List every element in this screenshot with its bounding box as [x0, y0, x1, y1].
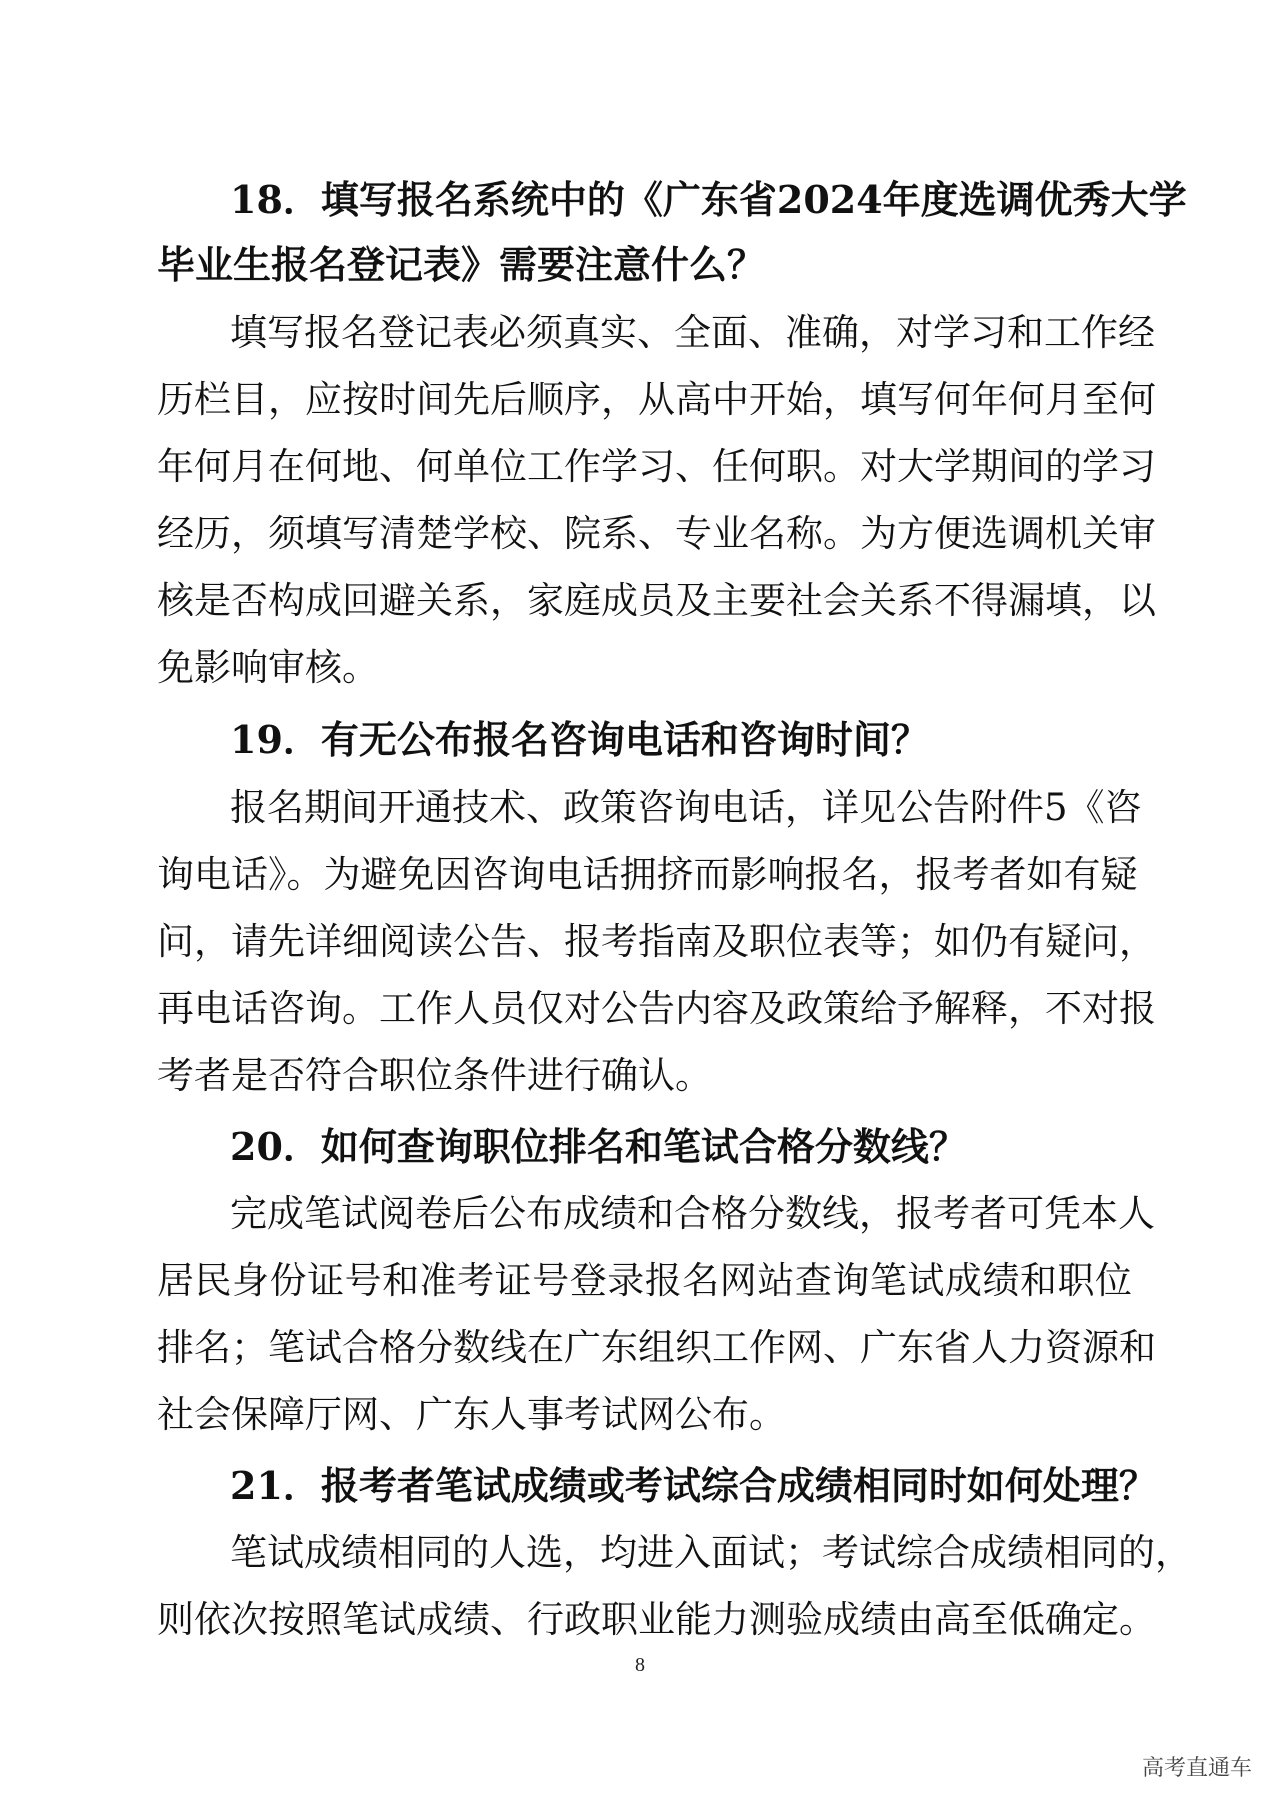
section-19-body-line-2: 询电话》。为避免因咨询电话拥挤而影响报名，报考者如有疑: [157, 853, 1138, 896]
section-21-body-line-2: 则依次按照笔试成绩、行政职业能力测验成绩由高至低确定。: [157, 1598, 1156, 1641]
section-19-heading: 19．有无公布报名咨询电话和咨询时间？: [230, 717, 929, 762]
section-19-body-line-4: 再电话咨询。工作人员仅对公告内容及政策给予解释，不对报: [157, 987, 1156, 1030]
section-18-body-line-1: 填写报名登记表必须真实、全面、准确，对学习和工作经: [230, 311, 1155, 354]
section-20-body-line-2: 居民身份证号和准考证号登录报名网站查询笔试成绩和职位: [157, 1259, 1132, 1302]
section-18-body-line-2: 历栏目，应按时间先后顺序，从高中开始，填写何年何月至何: [157, 378, 1156, 421]
section-18-body-line-4: 经历，须填写清楚学校、院系、专业名称。为方便选调机关审: [157, 512, 1156, 555]
section-18-heading-line-1: 18．填写报名系统中的《广东省2024年度选调优秀大学: [230, 177, 1187, 222]
section-18-body-line-3: 年何月在何地、何单位工作学习、任何职。对大学期间的学习: [157, 445, 1156, 488]
section-18-body-line-5: 核是否构成回避关系，家庭成员及主要社会关系不得漏填，以: [157, 579, 1156, 622]
watermark-text: 高考直通车: [1141, 1756, 1252, 1781]
page-number: 8: [635, 1654, 645, 1676]
section-19-body-line-3: 问，请先详细阅读公告、报考指南及职位表等；如仍有疑问，: [157, 920, 1156, 963]
section-20-heading: 20．如何查询职位排名和笔试合格分数线？: [230, 1124, 967, 1169]
section-20-body-line-4: 社会保障厅网、广东人事考试网公布。: [157, 1393, 786, 1436]
section-20-body-line-3: 排名；笔试合格分数线在广东组织工作网、广东省人力资源和: [157, 1326, 1156, 1369]
section-18-body-line-6: 免影响审核。: [157, 646, 379, 689]
section-18-heading-line-2: 毕业生报名登记表》需要注意什么？: [157, 242, 766, 287]
section-21-heading: 21．报考者笔试成绩或考试综合成绩相同时如何处理？: [230, 1463, 1157, 1508]
section-19-body-line-1: 报名期间开通技术、政策咨询电话，详见公告附件5《咨: [230, 786, 1142, 829]
section-20-body-line-1: 完成笔试阅卷后公布成绩和合格分数线，报考者可凭本人: [230, 1192, 1155, 1235]
section-19-body-line-5: 考者是否符合职位条件进行确认。: [157, 1054, 712, 1097]
section-21-body-line-1: 笔试成绩相同的人选，均进入面试；考试综合成绩相同的，: [230, 1531, 1192, 1574]
